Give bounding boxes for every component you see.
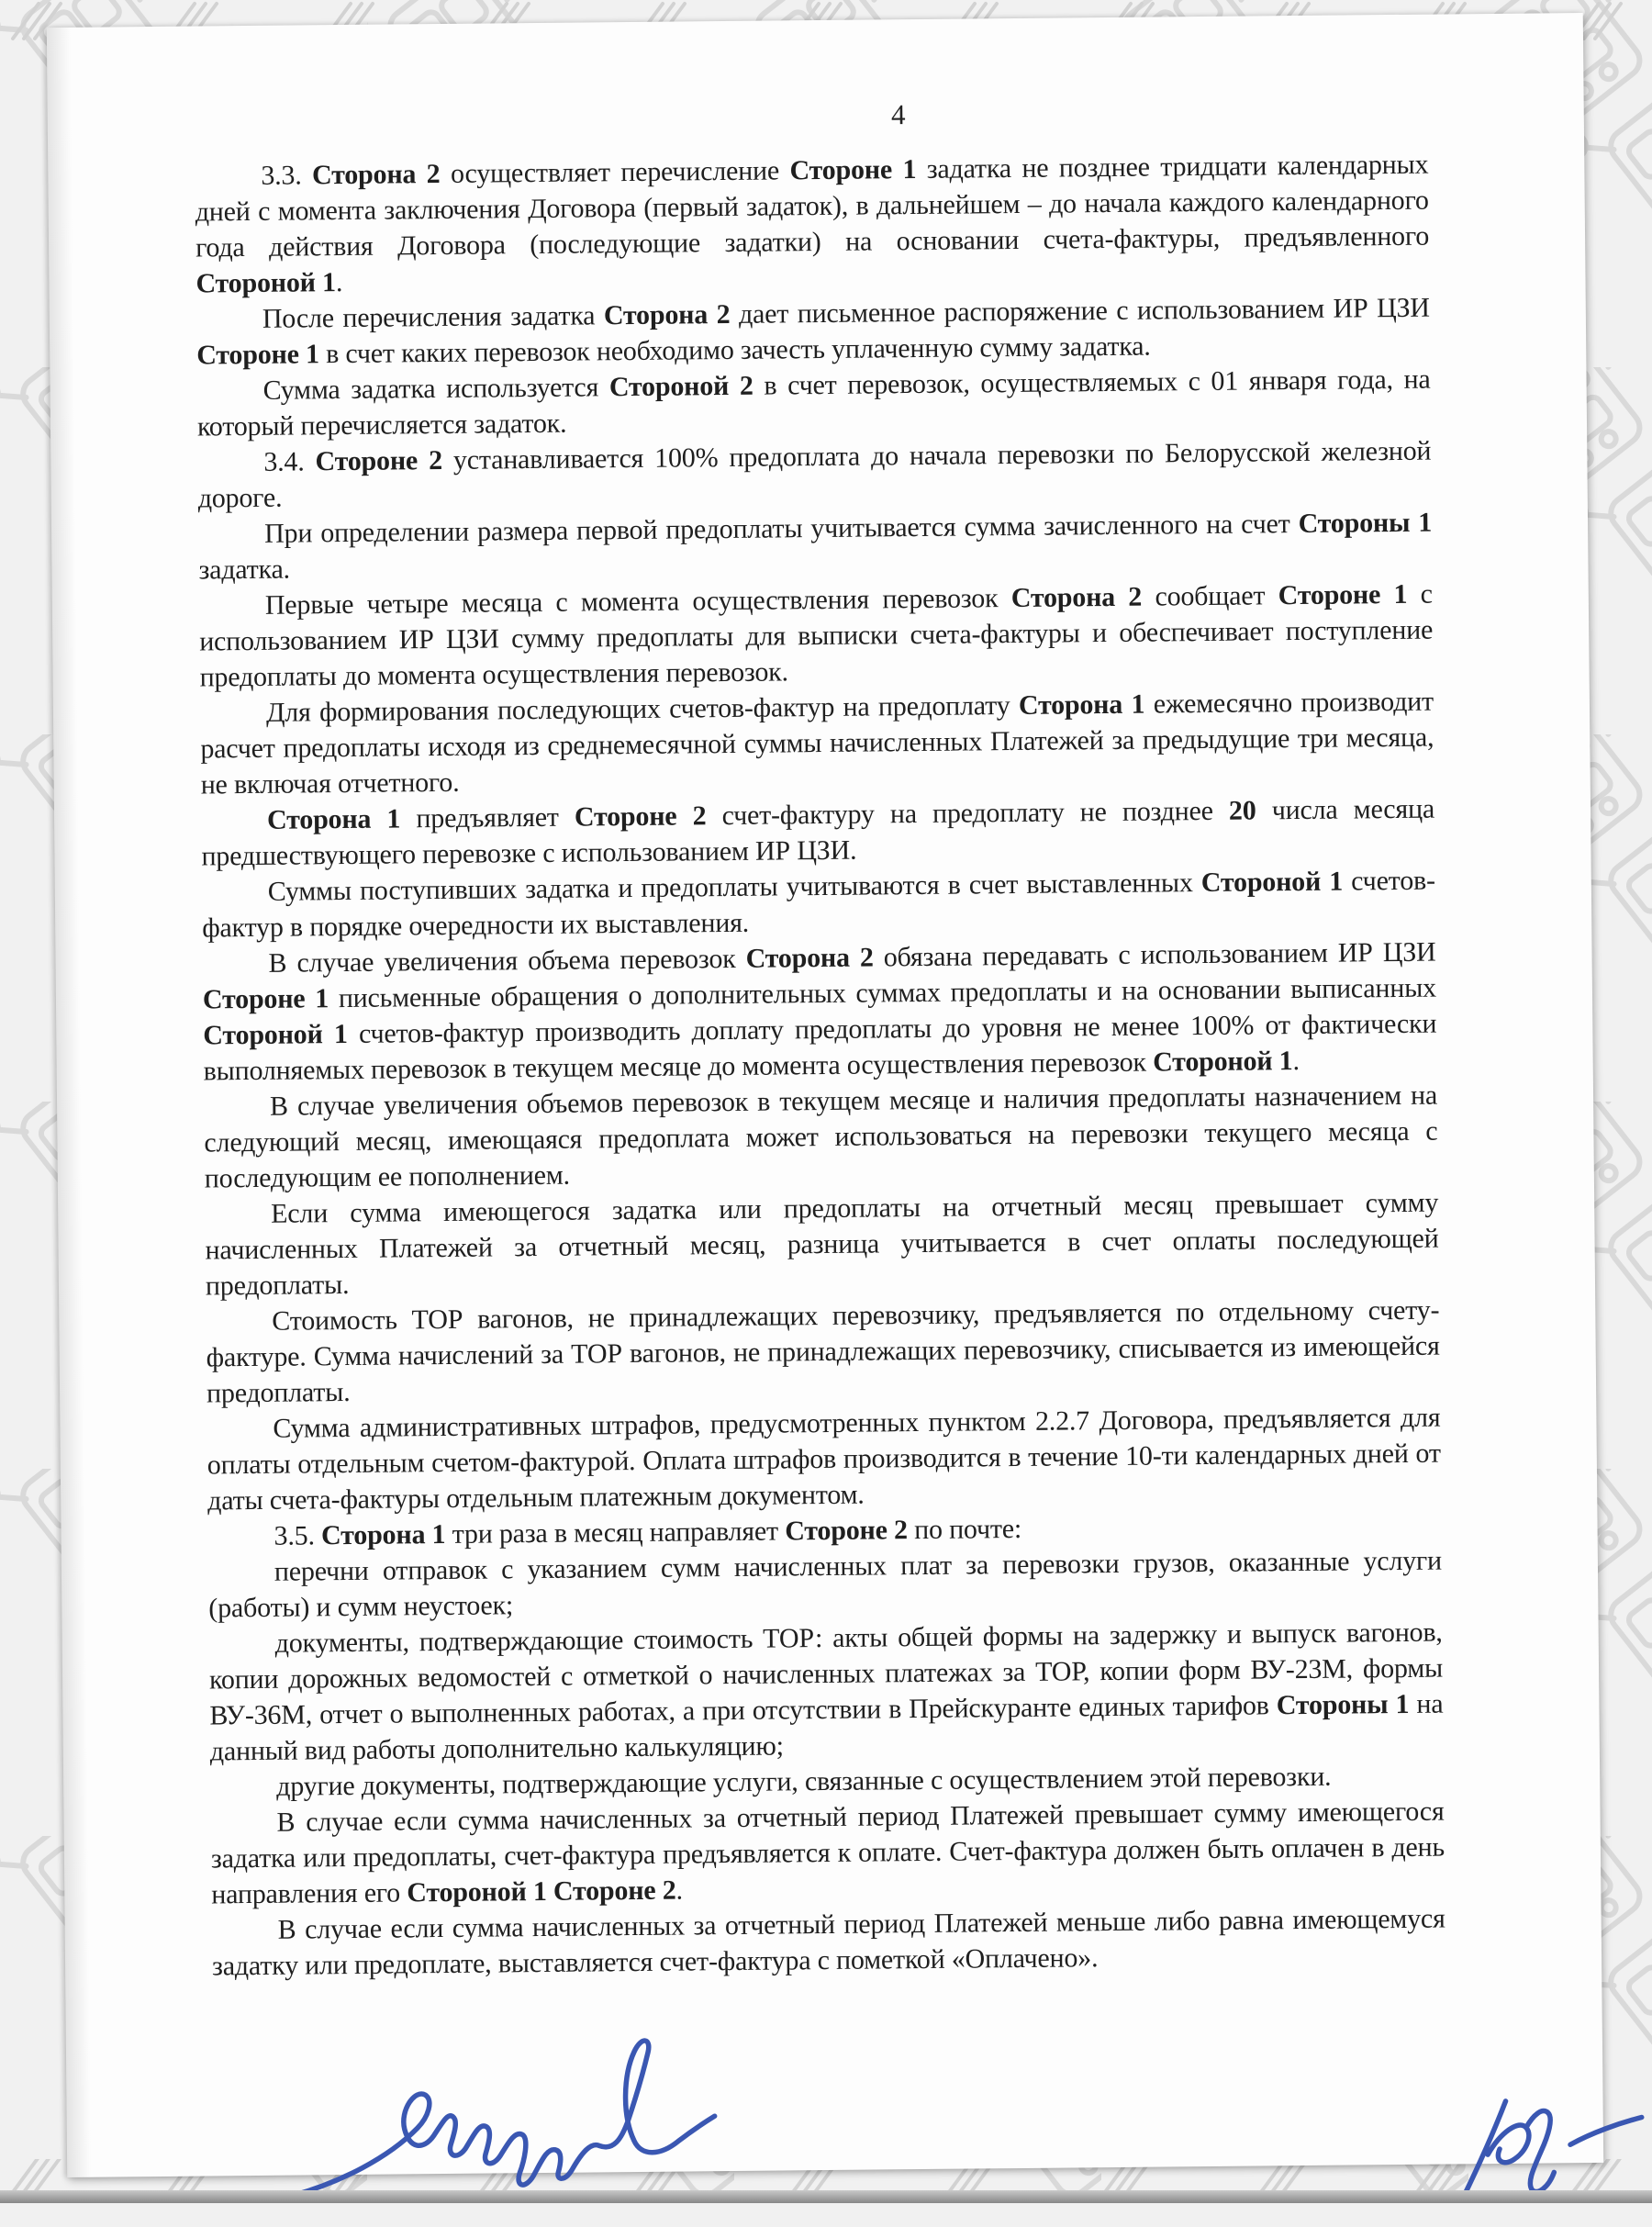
text-run: В случае если сумма начисленных за отчетный период Платежей меньше либо равна имеющемуся задатку или предоплате, выставляется счет-фактура с пометкой «Оплачено». [211, 1903, 1446, 1982]
text-run: 3.4. [263, 446, 316, 477]
text-run: перечни отправок с указанием сумм начисленных плат за перевозки грузов, оказанные услуги (работы) и сумм неустоек; [208, 1545, 1443, 1624]
text-run: обязана передавать с использованием ИР ЦЗИ [873, 936, 1436, 973]
text-run: другие документы, подтверждающие услуги, связанные с осуществлением этой перевозки. [276, 1761, 1332, 1802]
bold-text-run: Сторона 2 [603, 298, 731, 331]
text-run: После перечисления задатка [262, 300, 605, 334]
text-run: . [675, 1874, 684, 1906]
text-run: документы, подтверждающие стоимость ТОР: акты общей формы на задержку и выпуск вагонов, копии дорожных ведомостей с отметкой о начисленных платежах за ТОР, копии форм ВУ-23М, формы ВУ-36М, отчет о выполненных работах, а при отсутствии в Прейскуранте единых тарифов [208, 1617, 1444, 1731]
bold-text-run: Сторона 2 [745, 942, 874, 974]
paragraph [212, 1901, 1446, 1985]
bold-text-run: Стороне 2 [315, 444, 443, 477]
text-run: предъявляет [400, 801, 575, 834]
paragraph [199, 576, 1434, 696]
paragraph [205, 1185, 1439, 1304]
paragraph [208, 1543, 1443, 1627]
paragraph [206, 1293, 1440, 1412]
paragraph [198, 505, 1433, 588]
text-run: устанавливается 100% предоплата до начала перевозки по Белорусской железной дороге. [197, 435, 1432, 514]
text-run: Для формирования последующих счетов-фактур на предоплату [265, 689, 1020, 728]
bold-text-run: 20 [1228, 795, 1256, 826]
text-run: Сумма задатка используется [262, 372, 610, 406]
paragraph [195, 147, 1429, 302]
paragraph [196, 290, 1431, 374]
text-run: В случае увеличения объема перевозок [268, 943, 746, 979]
text-run: . [335, 267, 343, 298]
text-run: В случае увеличения объемов перевозок в текущем месяце и наличия предоплаты назначением на следующий месяц, имеющаяся предоплата может использоваться на перевозки текущего месяца с последующим ее пополнением. [204, 1080, 1438, 1194]
bold-text-run: Сторона 1 [320, 1518, 446, 1551]
bold-text-run: Стороне 1 [789, 154, 917, 186]
signature-stroke [292, 2040, 716, 2195]
bold-text-run: Стороне 2 [785, 1515, 909, 1547]
text-run: по почте: [907, 1513, 1022, 1546]
text-run: 3.5. [273, 1520, 322, 1551]
paragraph [204, 1078, 1438, 1197]
text-run: Стоимость ТОР вагонов, не принадлежащих перевозчику, предъявляется по отдельному счету-фактуре. Сумма начислений за ТОР вагонов, не принадлежащих перевозчику, списывается из имеющейся предоплаты. [206, 1294, 1440, 1409]
paragraph [209, 1615, 1444, 1770]
page-number: 4 [890, 98, 906, 131]
text-run: письменные обращения о дополнительных суммах предоплаты и на основании выписанных [328, 972, 1437, 1014]
text-run: дает письменное распоряжение с использованием ИР ЦЗИ [730, 292, 1430, 330]
paragraph [196, 362, 1431, 445]
bold-text-run: Стороной 1 [195, 267, 337, 299]
scan-edge-band [0, 2190, 1652, 2203]
text-run: счет-фактуру на предоплату не позднее [706, 795, 1230, 832]
handwritten-signature [279, 2030, 731, 2213]
bold-text-run: Стороной 1 [1152, 1046, 1293, 1078]
text-run: задатка. [198, 554, 291, 586]
bold-text-run: Стороной 1 [203, 1018, 348, 1051]
text-run: числа месяца предшествующего перевозке с использованием ИР ЦЗИ. [201, 793, 1435, 872]
bold-text-run: Стороне 1 [196, 339, 319, 371]
text-run: три раза в месяц направляет [445, 1516, 786, 1550]
bold-text-run: Сторона 2 [1010, 581, 1143, 614]
bold-text-run: Стороне 1 [202, 983, 329, 1015]
paragraph [206, 1400, 1441, 1519]
text-run: сообщает [1141, 580, 1278, 612]
bold-text-run: Сторона 2 [311, 158, 441, 191]
bold-text-run: Стороной 1 Стороне 2 [407, 1874, 676, 1908]
text-run: Если сумма имеющегося задатка или предоплаты на отчетный месяц превышает сумму начисленных Платежей за отчетный месяц, разница учитывается в счет оплаты последующей предоплаты. [205, 1187, 1439, 1302]
bold-text-run: Сторона 1 [1018, 688, 1145, 721]
text-run: с использованием ИР ЦЗИ сумму предоплаты для выписки счета-фактуры и обеспечивает поступление предоплаты до момента осуществления перевозок. [199, 578, 1434, 693]
bold-text-run: Стороны 1 [1298, 507, 1433, 540]
text-run: в счет каких перевозок необходимо зачесть уплаченную сумму задатка. [318, 330, 1151, 370]
paragraph [200, 684, 1434, 803]
paragraph [202, 934, 1436, 1090]
text-run: осуществляет перечисление [440, 155, 790, 189]
text-run: При определении размера первой предоплаты учитывается сумма зачисленного на счет [263, 509, 1299, 549]
bold-text-run: Сторона 1 [266, 803, 401, 835]
initials-stroke [1462, 2100, 1643, 2199]
paragraph [197, 433, 1432, 517]
bold-text-run: Стороны 1 [1276, 1688, 1410, 1721]
text-run: . [1292, 1046, 1300, 1077]
page-content [194, 15, 1446, 1985]
document-body [195, 147, 1446, 1985]
paragraph [201, 791, 1435, 875]
bold-text-run: Стороной 2 [608, 370, 753, 403]
text-run: 3.3. [261, 160, 313, 191]
text-run: Суммы поступивших задатка и предоплаты учитываются в счет выставленных [267, 867, 1202, 907]
text-run: счетов-фактур в порядке очередности их выставления. [202, 865, 1435, 944]
bold-text-run: Стороне 2 [574, 800, 707, 833]
paragraph [202, 863, 1436, 946]
text-run: ежемесячно производит расчет предоплаты исходя из среднемесячной суммы начисленных Платежей за предыдущие три месяца, не включая отчетного. [200, 686, 1434, 800]
text-run: задатка не позднее тридцати календарных дней с момента заключения Договора (первый задаток), в дальнейшем – до начала каждого календарного года действия Договора (последующие задатки) на основании счета-фактуры, предъявленного [195, 149, 1430, 263]
text-run: счетов-фактур производить доплату предоплаты до уровня не менее 100% от фактически выполняемых перевозок в текущем месяце до момента осуществления перевозок [203, 1008, 1437, 1087]
text-run: на данный вид работы дополнительно калькуляцию; [209, 1688, 1444, 1767]
bold-text-run: Стороной 1 [1200, 866, 1344, 899]
text-run: в счет перевозок, осуществляемых с 01 января года, на который перечисляется задаток. [196, 364, 1431, 442]
text-run: Первые четыре месяца с момента осуществления перевозок [264, 583, 1011, 621]
paragraph [210, 1794, 1445, 1913]
bold-text-run: Стороне 1 [1278, 578, 1408, 611]
text-run: Сумма административных штрафов, предусмотренных пунктом 2.2.7 Договора, предъявляется для оплаты отдельным счетом-фактурой. Оплата штрафов производится в течение 10-ти календарных дней от даты счета-фактуры отдельным платежным документом. [206, 1402, 1441, 1516]
scanned-page [47, 13, 1603, 2177]
text-run: В случае если сумма начисленных за отчетный период Платежей превышает сумму имеющегося задатка или предоплаты, счет-фактура предъявляется к оплате. Счет-фактура должен быть оплачен в день направления его [210, 1796, 1446, 1910]
